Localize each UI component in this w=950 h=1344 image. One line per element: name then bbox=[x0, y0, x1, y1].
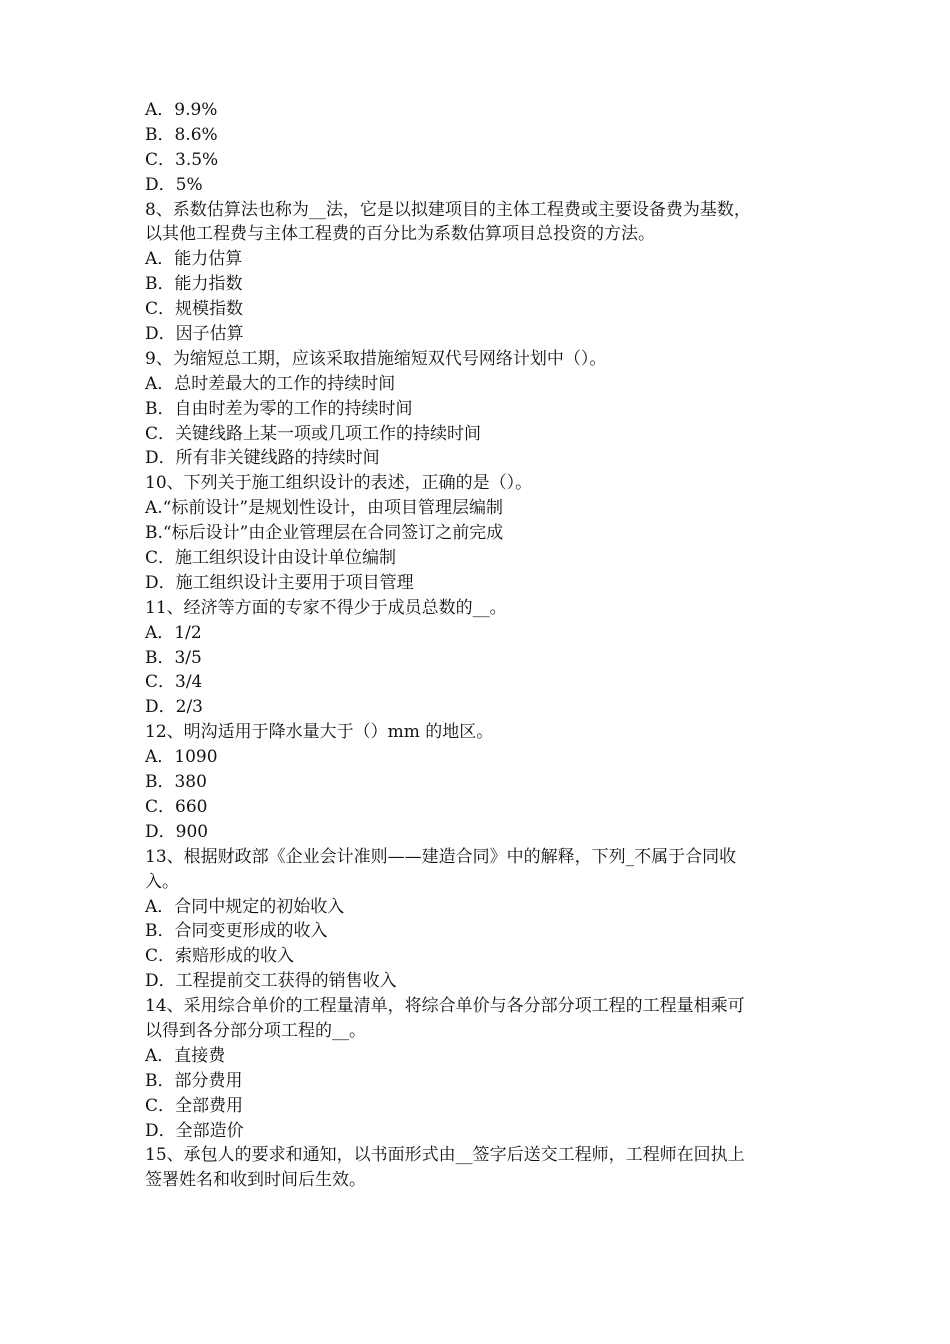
text-line: C．施工组织设计由设计单位编制 bbox=[145, 548, 397, 569]
question-line: 12、明沟适用于降水量大于（）mm 的地区。 bbox=[145, 722, 494, 743]
text-line: B．3/5 bbox=[145, 647, 202, 668]
text-line: D．所有非关键线路的持续时间 bbox=[145, 448, 380, 469]
text-line: C．3/4 bbox=[145, 672, 203, 693]
question-line: 10、下列关于施工组织设计的表述，正确的是（）。 bbox=[145, 473, 533, 494]
text-line: B.“标后设计”由企业管理层在合同签订之前完成 bbox=[145, 523, 504, 544]
text-line: D．工程提前交工获得的销售收入 bbox=[145, 971, 397, 992]
text-line: B．部分费用 bbox=[145, 1070, 243, 1091]
text-line: A．总时差最大的工作的持续时间 bbox=[145, 373, 396, 394]
question-line: 11、经济等方面的专家不得少于成员总数的__。 bbox=[145, 597, 507, 618]
question-line: 9、为缩短总工期，应该采取措施缩短双代号网络计划中（）。 bbox=[145, 348, 607, 369]
text-line: D．施工组织设计主要用于项目管理 bbox=[145, 572, 414, 593]
question-line: 14、采用综合单价的工程量清单，将综合单价与各分部分项工程的工程量相乘可 bbox=[145, 996, 745, 1017]
text-line: A．能力估算 bbox=[145, 249, 243, 270]
text-line: A.“标前设计”是规划性设计，由项目管理层编制 bbox=[145, 498, 504, 519]
text-line: D．900 bbox=[145, 821, 209, 842]
text-line: B．能力指数 bbox=[145, 274, 243, 295]
question-line: 13、根据财政部《企业会计准则——建造合同》中的解释，下列_不属于合同收 bbox=[145, 846, 737, 867]
document-page bbox=[145, 98, 810, 1193]
text-line: A．合同中规定的初始收入 bbox=[145, 896, 345, 917]
text-line: B．自由时差为零的工作的持续时间 bbox=[145, 398, 413, 419]
question-line: 8、系数估算法也称为__法，它是以拟建项目的主体工程费或主要设备费为基数， bbox=[145, 199, 751, 220]
text-line: A．直接费 bbox=[145, 1045, 226, 1066]
text-line: A．1090 bbox=[145, 747, 218, 768]
text-line: C．索赔形成的收入 bbox=[145, 946, 295, 967]
text-line: D．因子估算 bbox=[145, 324, 244, 345]
text-line: D．全部造价 bbox=[145, 1120, 244, 1141]
question-line: 入。 bbox=[145, 871, 179, 892]
text-line: B．380 bbox=[145, 772, 207, 793]
text-line: C．全部费用 bbox=[145, 1095, 244, 1116]
text-line: B．合同变更形成的收入 bbox=[145, 921, 328, 942]
text-line: A．9.9% bbox=[145, 100, 218, 120]
text-line: D．2/3 bbox=[145, 697, 203, 718]
text-line: C．3.5% bbox=[145, 149, 219, 170]
question-line: 签署姓名和收到时间后生效。 bbox=[145, 1170, 366, 1191]
question-line: 15、承包人的要求和通知，以书面形式由__签字后送交工程师，工程师在回执上 bbox=[145, 1145, 745, 1166]
text-line: C．660 bbox=[145, 796, 208, 817]
text-line: C．规模指数 bbox=[145, 299, 244, 320]
text-line: D．5% bbox=[145, 174, 203, 195]
text-line: B．8.6% bbox=[145, 124, 218, 145]
question-line: 以得到各分部分项工程的__。 bbox=[145, 1020, 366, 1041]
question-line: 以其他工程费与主体工程费的百分比为系数估算项目总投资的方法。 bbox=[145, 224, 655, 245]
text-line: C．关键线路上某一项或几项工作的持续时间 bbox=[145, 423, 482, 444]
text-line: A．1/2 bbox=[145, 622, 202, 643]
